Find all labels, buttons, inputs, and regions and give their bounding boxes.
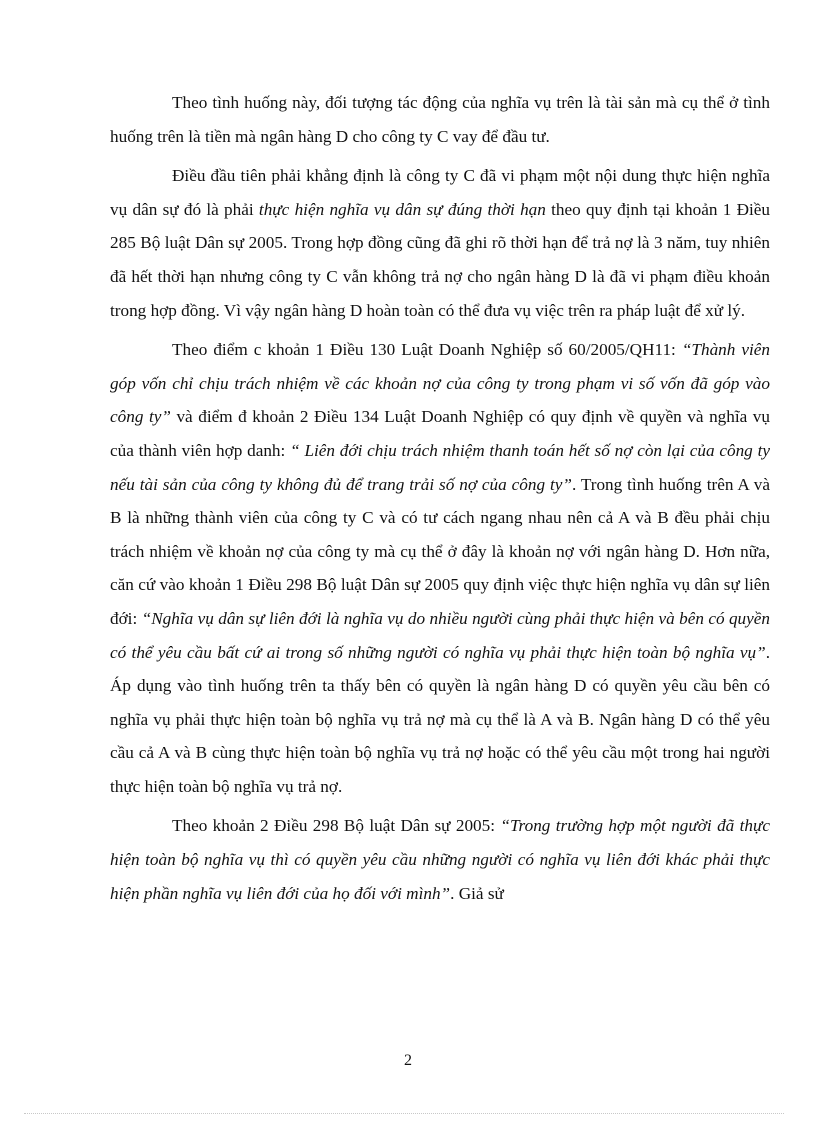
quoted-legal-text: “ Liên đới chịu trách nhiệm thanh toán hết số nợ còn lại của công ty nếu tài sản của công ty không đủ để trang trải số nợ của công ty”: [110, 440, 770, 494]
text-run: Theo khoản 2 Điều 298 Bộ luật Dân sự 2005:: [172, 816, 501, 836]
paragraph: [110, 86, 770, 153]
text-run: theo quy định tại khoản 1 Điều 285 Bộ luật Dân sự 2005. Trong hợp đồng cũng đã ghi rõ thời hạn để trả nợ là 3 năm, tuy nhiên đã hết thời hạn nhưng công ty C vẫn không trả nợ cho ngân hàng D là đã vi phạm điều khoản trong hợp đồng. Vì vậy ngân hàng D hoàn toàn có thể đưa vụ việc trên ra pháp luật để xử lý.: [110, 199, 770, 320]
text-run: . Trong tình huống trên A và B là những thành viên của công ty C và có tư cách ngang nhau nên cả A và B đều phải chịu trách nhiệm về khoản nợ của công ty mà cụ thể ở đây là khoản nợ với ngân hàng D. Hơn nữa, căn cứ vào khoản 1 Điều 298 Bộ luật Dân sự 2005 quy định việc thực hiện nghĩa vụ dân sự liên đới:: [110, 474, 770, 628]
text-run: . Áp dụng vào tình huống trên ta thấy bên có quyền là ngân hàng D có quyền yêu cầu bên có nghĩa vụ phải thực hiện toàn bộ nghĩa vụ trả nợ mà cụ thể là A và B. Ngân hàng D có thể yêu cầu cả A và B cùng thực hiện toàn bộ nghĩa vụ trả nợ hoặc có thể yêu cầu một trong hai người thực hiện toàn bộ nghĩa vụ trả nợ.: [110, 642, 770, 796]
document-body: [110, 86, 770, 910]
quoted-legal-text: “Trong trường hợp một người đã thực hiện toàn bộ nghĩa vụ thì có quyền yêu cầu những người có nghĩa vụ liên đới khác phải thực hiện phần nghĩa vụ liên đới của họ đối với mình”: [110, 816, 770, 903]
paragraph: [110, 159, 770, 327]
text-run: Điều đầu tiên phải khẳng định là công ty C đã vi phạm một nội dung thực hiện nghĩa vụ dân sự đó là phải: [110, 166, 770, 219]
text-run: . Giả sử: [450, 883, 504, 903]
paragraph: [110, 333, 770, 803]
paragraph: [110, 809, 770, 910]
quoted-legal-text: thực hiện nghĩa vụ dân sự đúng thời hạn: [258, 199, 546, 219]
text-run: và điểm đ khoản 2 Điều 134 Luật Doanh Nghiệp có quy định về quyền và nghĩa vụ của thành viên hợp danh:: [110, 407, 770, 460]
text-run: Theo tình huống này, đối tượng tác động của nghĩa vụ trên là tài sản mà cụ thể ở tình huống trên là tiền mà ngân hàng D cho công ty C vay để đầu tư.: [110, 93, 770, 146]
page-bottom-divider: [24, 1113, 784, 1114]
page-number: 2: [404, 1052, 412, 1069]
quoted-legal-text: “Thành viên góp vốn chỉ chịu trách nhiệm về các khoản nợ của công ty trong phạm vi số vốn đã góp vào công ty”: [110, 340, 771, 427]
text-run: Theo điểm c khoản 1 Điều 130 Luật Doanh Nghiệp số 60/2005/QH11:: [172, 340, 682, 360]
quoted-legal-text: “Nghĩa vụ dân sự liên đới là nghĩa vụ do nhiều người cùng phải thực hiện và bên có quyền có thể yêu cầu bất cứ ai trong số những người có nghĩa vụ phải thực hiện toàn bộ nghĩa vụ”: [110, 608, 770, 662]
